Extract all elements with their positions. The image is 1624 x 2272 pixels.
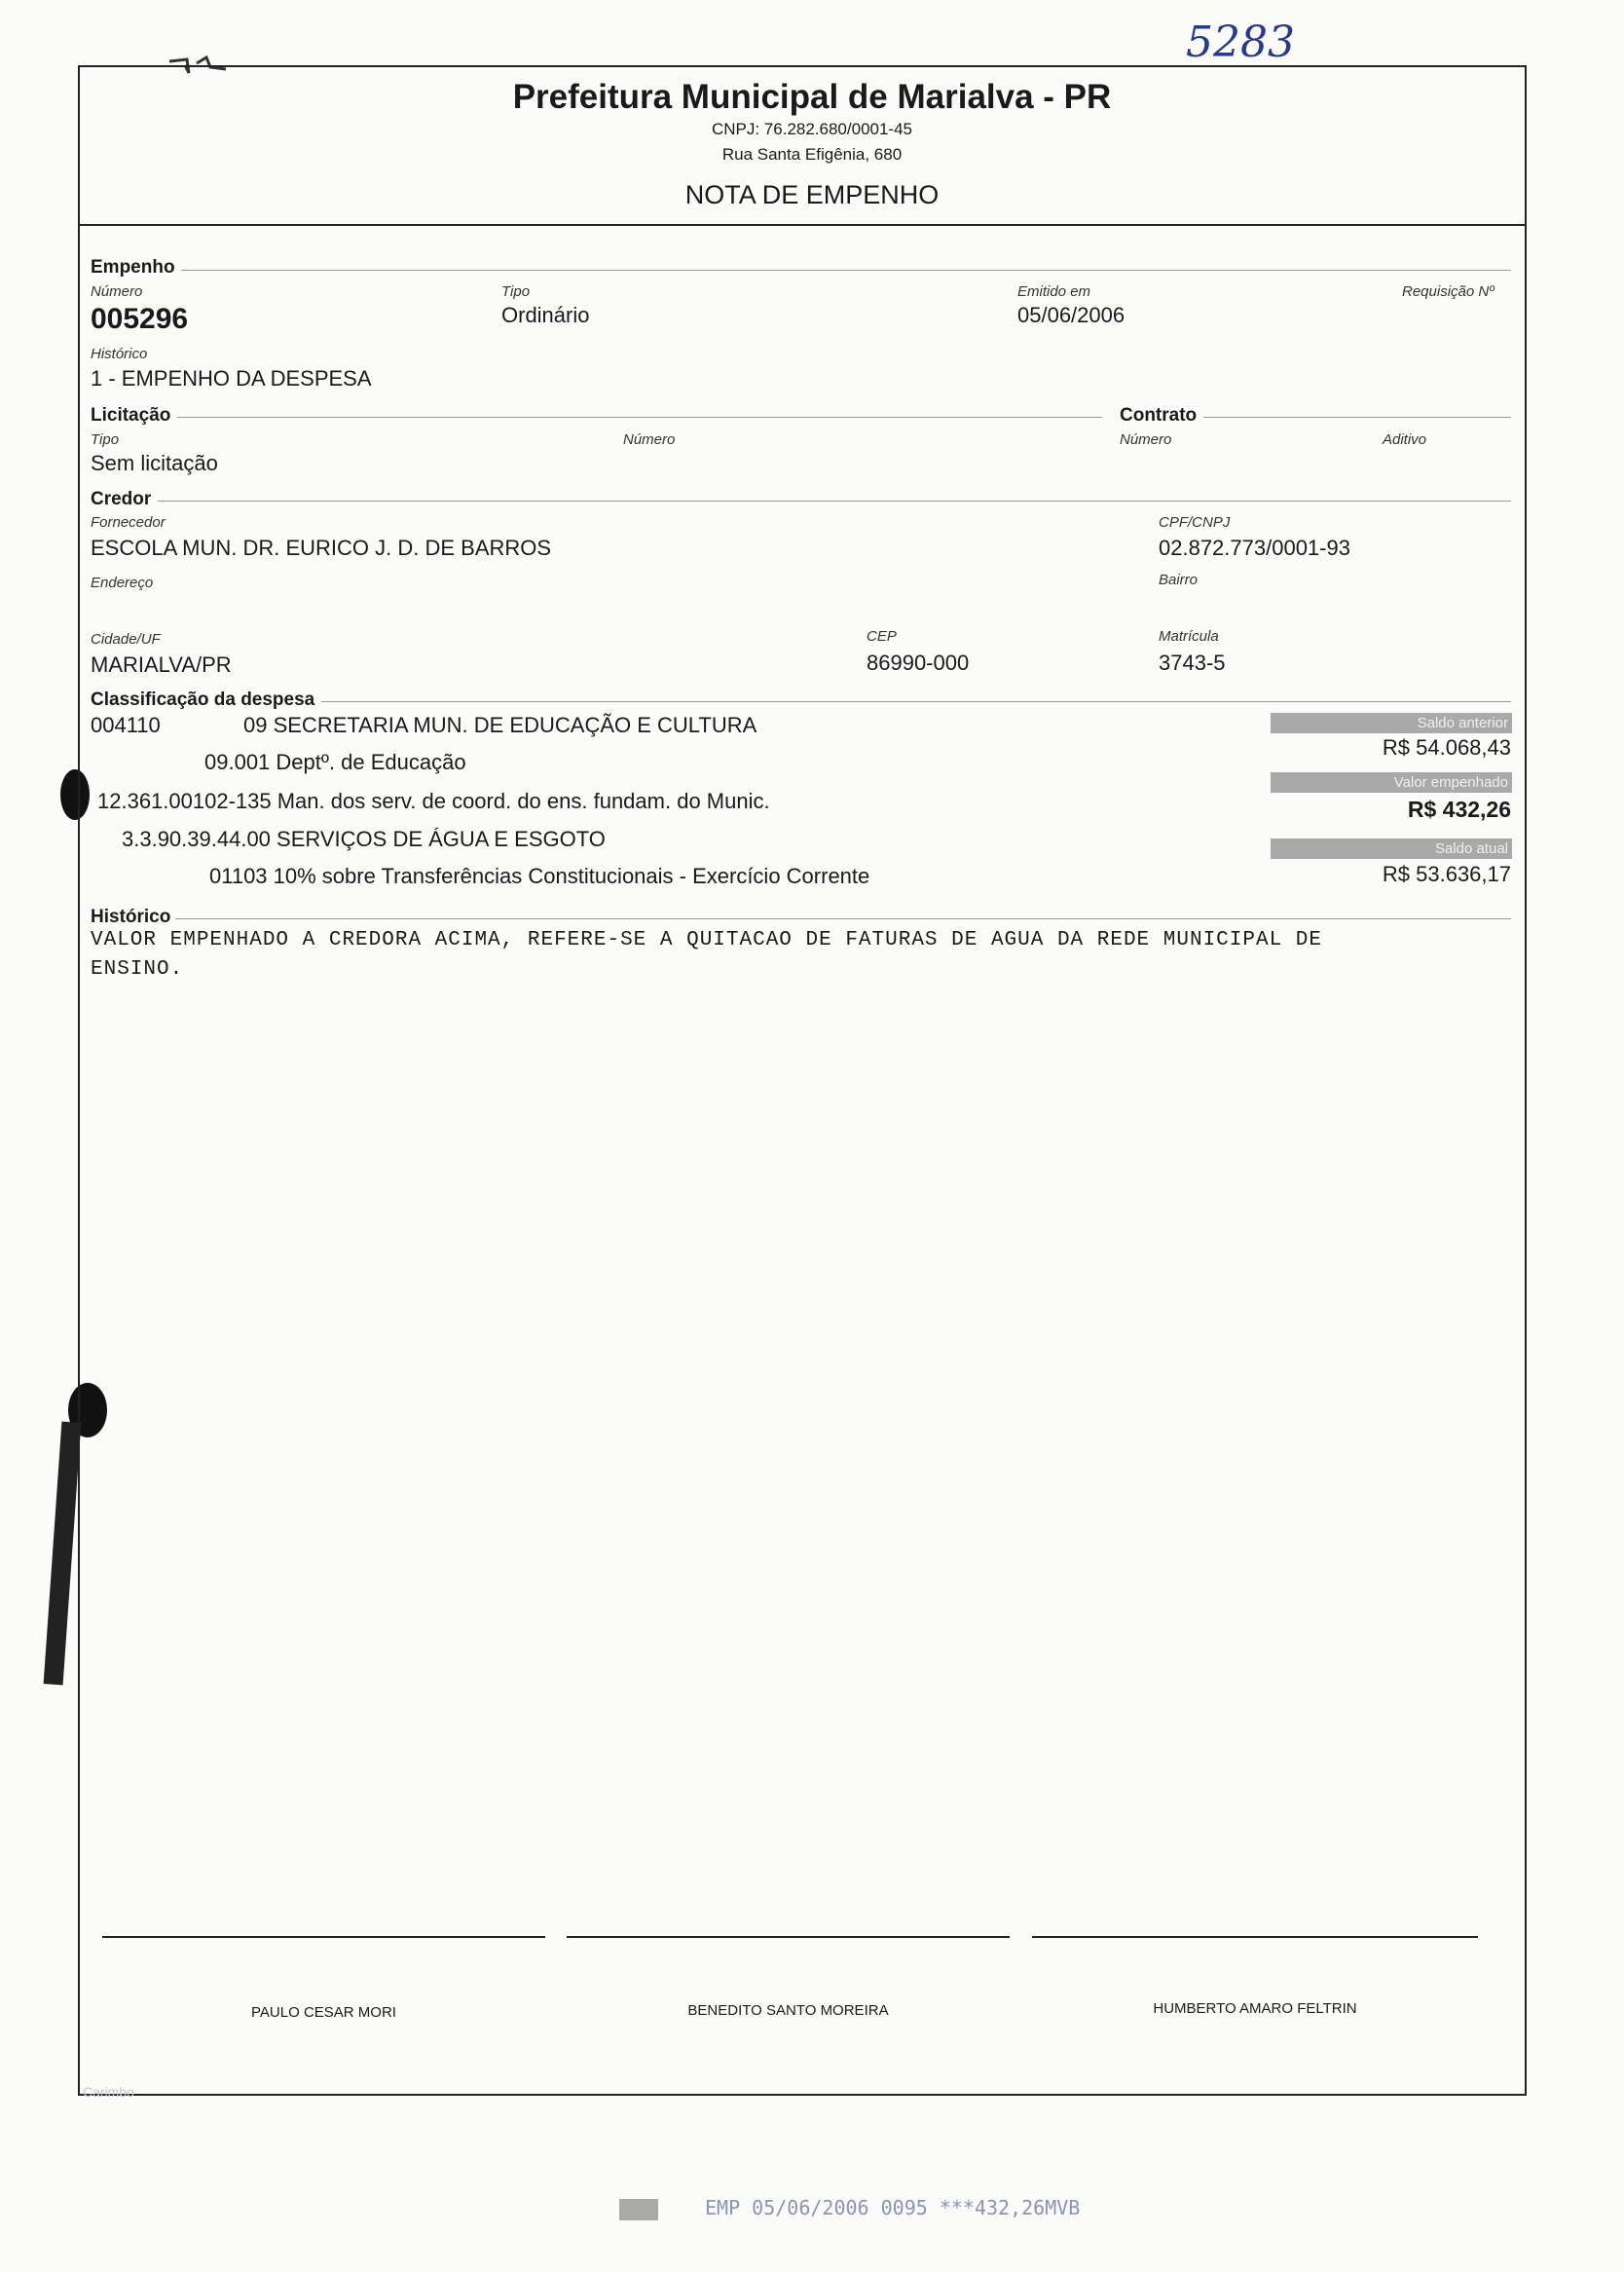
signature-name-1: PAULO CESAR MORI [251, 2004, 396, 2021]
section-rule [177, 417, 1102, 418]
section-rule [181, 270, 1511, 271]
signature-line [567, 1936, 1010, 1938]
empenho-section: Empenho [91, 257, 175, 278]
header-separator [78, 224, 1527, 226]
classificacao-unidade: 09.001 Deptº. de Educação [204, 750, 466, 774]
empenho-numero: 005296 [91, 303, 189, 335]
historico-section: Histórico [91, 907, 171, 927]
section-rule [158, 501, 1511, 502]
tipo-label: Tipo [501, 283, 531, 300]
historico-text-line1: VALOR EMPENHADO A CREDORA ACIMA, REFERE-SE A QUITACAO DE FATURAS DE AGUA DA REDE MUNICIPAL DE [91, 929, 1322, 951]
licitacao-tipo-value: Sem licitação [91, 451, 218, 475]
endereco-label: Endereço [91, 575, 154, 591]
credor-section: Credor [91, 489, 152, 509]
saldo-atual-label: Saldo atual [1271, 838, 1512, 859]
licitacao-section: Licitação [91, 405, 171, 426]
ink-streak [44, 1422, 82, 1686]
saldo-anterior-label: Saldo anterior [1271, 713, 1512, 733]
signature-name-3: HUMBERTO AMARO FELTRIN [1153, 2000, 1357, 2017]
classificacao-orgao: 09 SECRETARIA MUN. DE EDUCAÇÃO E CULTURA [243, 713, 757, 737]
contrato-section: Contrato [1120, 405, 1198, 426]
cnpj: CNPJ: 76.282.680/0001-45 [711, 120, 913, 138]
cep-label: CEP [867, 628, 897, 645]
section-rule [321, 701, 1511, 702]
classificacao-section: Classificação da despesa [91, 689, 315, 710]
fornecedor-value: ESCOLA MUN. DR. EURICO J. D. DE BARROS [91, 536, 552, 560]
bairro-label: Bairro [1159, 572, 1199, 588]
doc-title: NOTA DE EMPENHO [684, 180, 940, 209]
tipo-value: Ordinário [501, 303, 590, 327]
section-rule [1203, 417, 1511, 418]
valor-empenhado-value: R$ 432,26 [1407, 797, 1511, 822]
signature-name-2: BENEDITO SANTO MOREIRA [687, 2002, 889, 2019]
org-name: Prefeitura Municipal de Marialva - PR [512, 78, 1112, 116]
licitacao-tipo-label: Tipo [91, 431, 120, 448]
cidade-value: MARIALVA/PR [91, 652, 232, 677]
matricula-value: 3743-5 [1159, 651, 1226, 675]
cidade-label: Cidade/UF [91, 631, 161, 648]
address: Rua Santa Efigênia, 680 [721, 145, 903, 164]
stamp-logo-icon [619, 2199, 658, 2220]
cep-value: 86990-000 [867, 651, 970, 675]
signature-line [102, 1936, 545, 1938]
validation-stamp: EMP 05/06/2006 0095 ***432,26MVB [705, 2196, 1081, 2219]
classificacao-code: 004110 [91, 713, 161, 737]
historico-value: 1 - EMPENHO DA DESPESA [91, 366, 372, 391]
emitido-value: 05/06/2006 [1017, 303, 1126, 327]
signature-line [1032, 1936, 1478, 1938]
classificacao-natureza: 3.3.90.39.44.00 SERVIÇOS DE ÁGUA E ESGOTO [122, 827, 606, 851]
handwritten-number: 5283 [1186, 18, 1295, 67]
section-rule [175, 918, 1511, 919]
historico-text-line2: ENSINO. [91, 958, 184, 981]
requisicao-label: Requisição Nº [1402, 283, 1495, 300]
classificacao-fonte: 01103 10% sobre Transferências Constitucionais - Exercício Corrente [209, 864, 870, 888]
classificacao-funcional: 12.361.00102-135 Man. dos serv. de coord. do ens. fundam. do Munic. [97, 789, 770, 813]
saldo-atual-value: R$ 53.636,17 [1382, 862, 1511, 886]
aditivo-label: Aditivo [1383, 431, 1427, 448]
licitacao-numero-label: Número [623, 431, 676, 448]
saldo-anterior-value: R$ 54.068,43 [1382, 735, 1511, 760]
empenho-numero-label: Número [91, 283, 143, 300]
emitido-label: Emitido em [1017, 283, 1091, 300]
valor-empenhado-label: Valor empenhado [1271, 772, 1512, 793]
fornecedor-label: Fornecedor [91, 514, 166, 531]
matricula-label: Matrícula [1159, 628, 1219, 645]
historico-label: Histórico [91, 346, 148, 362]
contrato-numero-label: Número [1120, 431, 1172, 448]
cpf-label: CPF/CNPJ [1159, 514, 1231, 531]
cpf-value: 02.872.773/0001-93 [1159, 536, 1350, 560]
footer-faint-text: Carimbo [83, 2084, 134, 2100]
header [0, 78, 1624, 117]
